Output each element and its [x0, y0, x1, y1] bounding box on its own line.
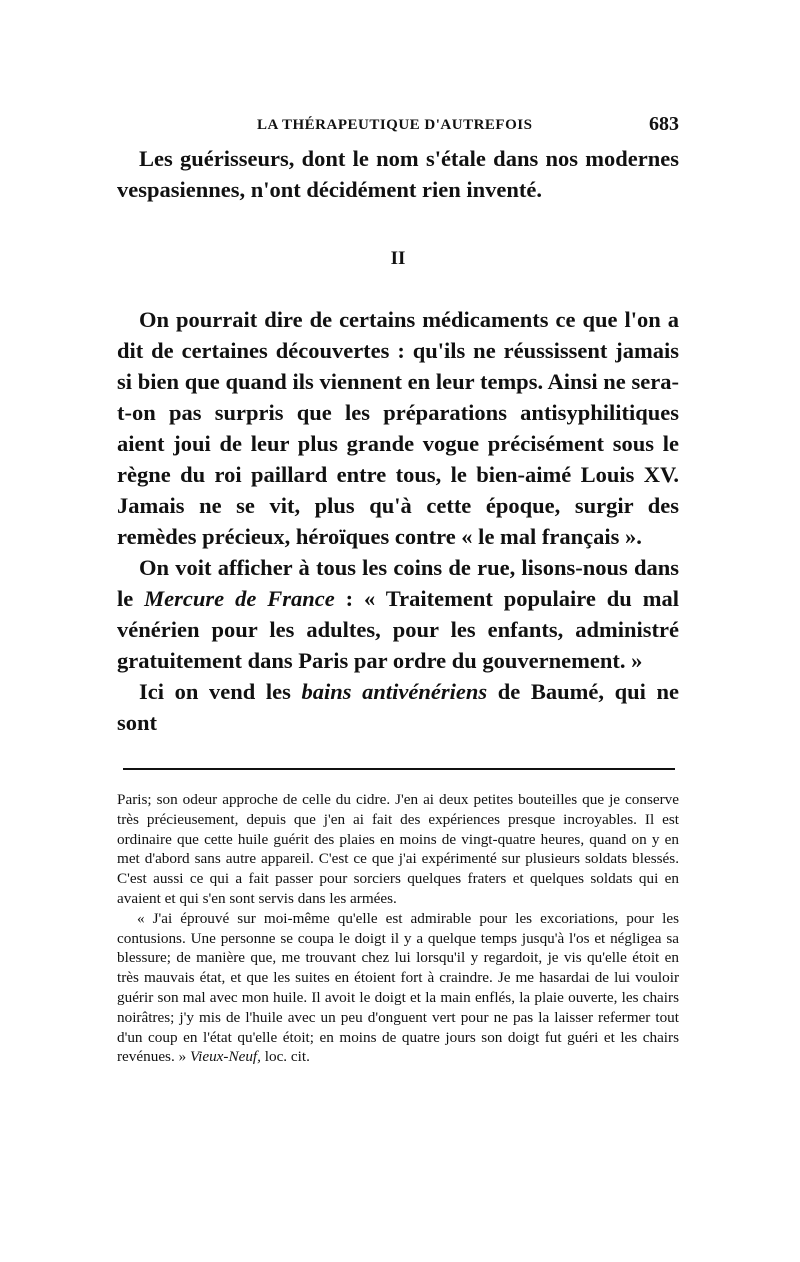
section-heading: II [390, 248, 406, 269]
footnote-paragraph [117, 909, 679, 1067]
page-header [117, 113, 679, 143]
main-text [117, 143, 679, 738]
paragraph-text: de Baumé, qui ne sont [117, 679, 679, 735]
footnote-paragraph: Paris; son odeur approche de celle du cidre. J'en ai deux petites bouteilles que je conserve très précieusement, depuis que j'en ai fait des expériences presque incroyables. Il est ordinaire que cette huile guérit des plaies en moins de vingt-quatre heures, quand on y en met d'abord sans autre appareil. C'est ce que j'ai expérimenté sur plusieurs soldats blessés. C'est aussi ce qui a fait passer pour sorciers quelques fraters et quelques soldats qui en avaient et qui s'en sont servis dans les armées. [117, 791, 679, 907]
footnote [117, 790, 679, 1067]
paragraph [117, 676, 679, 738]
footnote-text: loc. cit. [260, 1048, 310, 1066]
paragraph-text: : « Traitement populaire du mal vénérien pour les adultes, pour les enfants, administré gratuitement dans Paris par ordre du gouvernement. » [117, 586, 679, 673]
paragraph: Les guérisseurs, dont le nom s'étale dans nos modernes vespasiennes, n'ont décidément rien inventé. [117, 146, 679, 202]
paragraph: On pourrait dire de certains médicaments ce que l'on a dit de certaines découvertes : qu'ils ne réussissent jamais si bien que quand ils viennent en leur temps. Ainsi ne sera-t-on pas surpris que les préparations antisyphilitiques aient joui de leur plus grande vogue précisément sous le règne du roi paillard entre tous, le bien-aimé Louis XV. Jamais ne se vit, plus qu'à cette époque, surgir des remèdes précieux, héroïques contre « le mal français ». [117, 307, 679, 549]
book-page [117, 113, 679, 1067]
paragraph-text: Ici on vend les [139, 679, 302, 704]
footnote-text: « J'ai éprouvé sur moi-même qu'elle est admirable pour les excoriations, pour les contusions. Une personne se coupa le doigt il y a quelque temps jusqu'à l'os et négligea sa blessure; de manière que, me trouvant chez lui lorsqu'il y regardoit, je vis qu'elle étoit en très mauvais état, et que les suites en étoient fort à craindre. Je me hasardai de lui vouloir guérir son mal avec mon huile. Il avoit le doigt et la main enflés, la plaie ouverte, les chairs noirâtres; j'y mis de l'huile avec un peu d'onguent vert pour ne pas la laisser refermer tout d'un coup en l'état qu'elle étoit; en moins de quatre jours son doigt fut guéri et les chairs revénues. » [117, 909, 679, 1066]
paragraph-text: On voit afficher à tous les coins de rue, lisons-nous dans le [117, 555, 679, 611]
running-title: LA THÉRAPEUTIQUE D'AUTREFOIS [257, 117, 533, 133]
italic-title: Mercure de France [144, 586, 335, 611]
paragraph [117, 552, 679, 676]
page-number: 683 [649, 113, 679, 135]
italic-citation: Vieux-Neuf, [189, 1048, 261, 1066]
italic-term: bains antivénériens [301, 679, 488, 704]
footnote-divider [123, 768, 675, 770]
